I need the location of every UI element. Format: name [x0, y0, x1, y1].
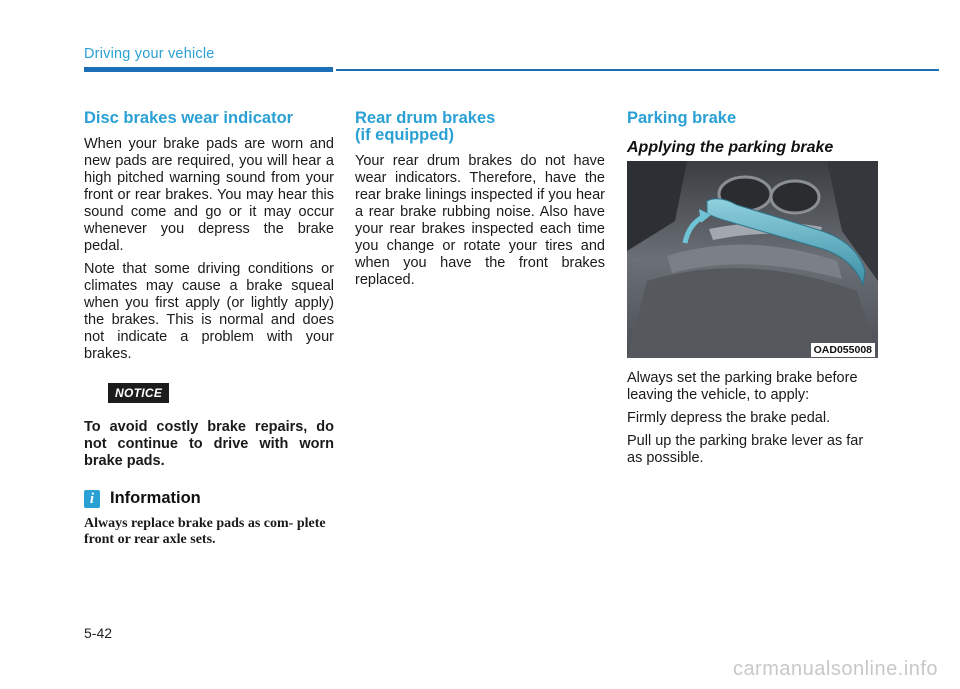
- column-rear-drum-brakes: [355, 110, 605, 295]
- disc-brakes-paragraph-1: When your brake pads are worn and new pads are required, you will hear a high pitched warning sound from your front or rear brakes. You may hear this sound come and go or it may occur whenever you depress the brake pedal.: [84, 136, 334, 254]
- header-rule-thick: [84, 67, 333, 72]
- parking-brake-paragraph-2: Firmly depress the brake pedal.: [627, 410, 831, 426]
- information-text: Always replace brake pads as com- plete front or rear axle sets.: [84, 516, 326, 547]
- parking-brake-paragraph-3: Pull up the parking brake lever as far as possible.: [627, 433, 864, 466]
- notice-badge: NOTICE: [108, 383, 169, 403]
- rear-drum-heading-line1: Rear drum brakes: [355, 109, 496, 127]
- parking-brake-heading: Parking brake: [627, 109, 737, 127]
- rear-drum-heading: [355, 110, 605, 144]
- parking-brake-subheading: Applying the parking brake: [627, 139, 834, 156]
- parking-brake-instructions: [627, 370, 877, 467]
- header-rule-thin: [336, 69, 939, 71]
- parking-brake-paragraph-1: Always set the parking brake before leaving the vehicle, to apply:: [627, 370, 858, 403]
- page-number: 5-42: [84, 625, 113, 641]
- column-parking-brake: [627, 110, 877, 473]
- notice-text: To avoid costly brake repairs, do not continue to drive with worn brake pads.: [84, 419, 334, 469]
- parking-brake-photo: [627, 161, 878, 358]
- column-disc-brakes: [84, 110, 334, 548]
- section-title: Driving your vehicle: [84, 46, 215, 62]
- information-title: Information: [110, 489, 201, 507]
- information-header: [84, 489, 334, 508]
- information-icon: i: [84, 490, 100, 508]
- parking-brake-illustration: [627, 161, 878, 358]
- rear-drum-paragraph: Your rear drum brakes do not have wear indicators. Therefore, have the rear brake linings inspected if you hear a rear brake rubbing noise. Also have your rear brakes inspected each time you change or rotate your tires and when you have the front brakes replaced.: [355, 153, 605, 288]
- disc-brakes-paragraph-2: Note that some driving conditions or climates may cause a brake squeal when you first apply (or lightly apply) the brakes. This is normal and does not indicate a problem with your brakes.: [84, 261, 334, 362]
- image-code-label: OAD055008: [811, 343, 875, 357]
- watermark[interactable]: carmanualsonline.info: [732, 658, 938, 680]
- disc-brakes-heading: Disc brakes wear indicator: [84, 109, 294, 127]
- rear-drum-heading-line2: (if equipped): [355, 126, 454, 144]
